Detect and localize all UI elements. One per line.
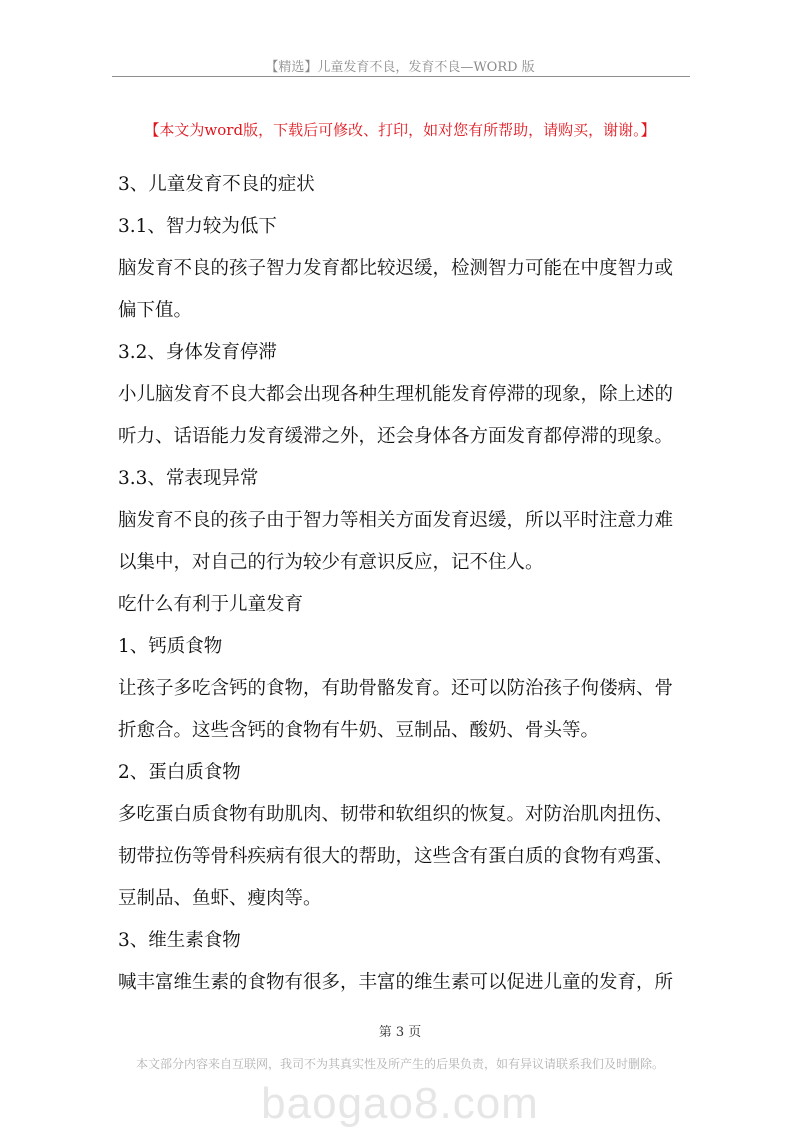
paragraph-line: 偏下值。 xyxy=(118,300,193,321)
section-heading: 3、儿童发育不良的症状 xyxy=(118,174,315,195)
paragraph-line: 多吃蛋白质食物有助肌肉、韧带和软组织的恢复。对防治肌肉扭伤、 xyxy=(118,804,674,825)
paragraph-line: 脑发育不良的孩子智力发育都比较迟缓，检测智力可能在中度智力或 xyxy=(118,258,674,279)
purchase-notice: 【本文为word版，下载后可修改、打印，如对您有所帮助，请购买，谢谢。】 xyxy=(144,121,656,139)
paragraph-line: 让孩子多吃含钙的食物，有助骨骼发育。还可以防治孩子佝偻病、骨 xyxy=(118,678,674,699)
page-number: 第 3 页 xyxy=(378,1025,422,1040)
document-body xyxy=(118,172,688,1012)
paragraph-line: 韧带拉伤等骨科疾病有很大的帮助，这些含有蛋白质的食物有鸡蛋、 xyxy=(118,846,674,867)
paragraph-line: 脑发育不良的孩子由于智力等相关方面发育迟缓，所以平时注意力难 xyxy=(118,510,674,531)
paragraph-line: 小儿脑发育不良大都会出现各种生理机能发育停滞的现象，除上述的 xyxy=(118,384,674,405)
subheading: 3、维生素食物 xyxy=(118,930,241,951)
header-rule xyxy=(112,76,690,77)
paragraph-line: 以集中，对自己的行为较少有意识反应，记不住人。 xyxy=(118,552,544,573)
paragraph-line: 豆制品、鱼虾、瘦肉等。 xyxy=(118,888,322,909)
paragraph-line: 喊丰富维生素的食物有很多，丰富的维生素可以促进儿童的发育，所 xyxy=(118,972,674,993)
subheading: 2、蛋白质食物 xyxy=(118,762,241,783)
page-header: 【精选】儿童发育不良，发育不良—WORD 版 xyxy=(265,60,535,75)
section-heading: 吃什么有利于儿童发育 xyxy=(118,594,304,615)
page-footer: 本文部分内容来自互联网，我司不为其真实性及所产生的后果负责，如有异议请联系我们及时删除。 xyxy=(135,1057,664,1071)
subheading: 1、钙质食物 xyxy=(118,636,223,657)
watermark: baogao8.com xyxy=(261,1079,539,1128)
subheading: 3.1、智力较为低下 xyxy=(118,216,277,237)
subheading: 3.2、身体发育停滞 xyxy=(118,342,277,363)
paragraph-line: 折愈合。这些含钙的食物有牛奶、豆制品、酸奶、骨头等。 xyxy=(118,720,600,741)
paragraph-line: 听力、话语能力发育缓滞之外，还会身体各方面发育都停滞的现象。 xyxy=(118,426,674,447)
subheading: 3.3、常表现异常 xyxy=(118,468,259,489)
